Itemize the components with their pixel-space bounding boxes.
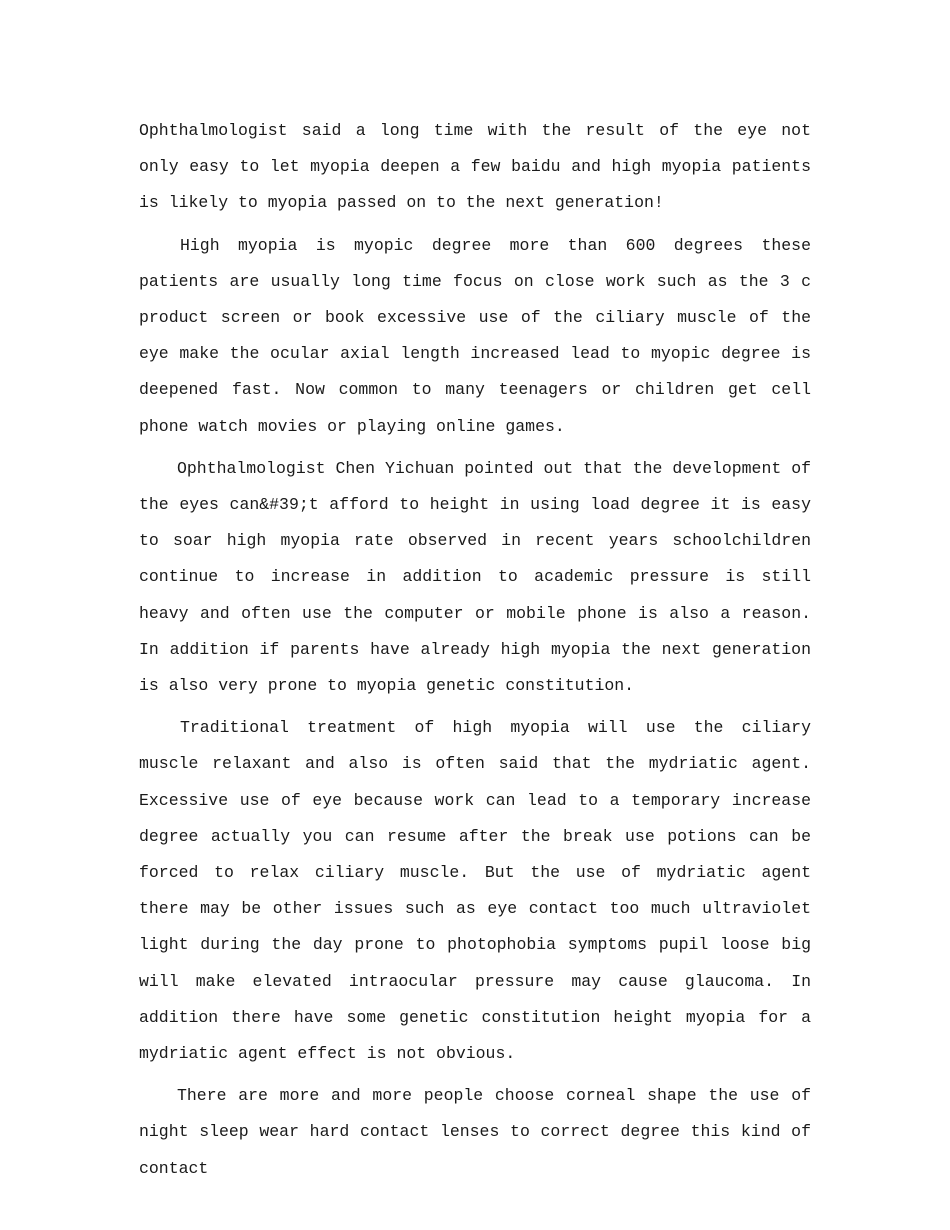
document-body [139,113,811,1193]
paragraph-1: Ophthalmologist said a long time with the result of the eye not only easy to let myopia deepen a few baidu and high myopia patients is likely to myopia passed on to the next generation! [139,121,811,213]
paragraph-3: Ophthalmologist Chen Yichuan pointed out that the development of the eyes can&#39;t afford to height in using load degree it is easy to soar high myopia rate observed in recent years schoolchildren continue to increase in addition to academic pressure is still heavy and often use the computer or mobile phone is also a reason. In addition if parents have already high myopia the next generation is also very prone to myopia genetic constitution. [139,458,811,696]
paragraph-5: There are more and more people choose corneal shape the use of night sleep wear hard contact lenses to correct degree this kind of contact [139,1086,811,1178]
paragraph-2: High myopia is myopic degree more than 600 degrees these patients are usually long time focus on close work such as the 3 c product screen or book excessive use of the ciliary muscle of the eye make the ocular axial length increased lead to myopic degree is deepened fast. Now common to many teenagers or children get cell phone watch movies or playing online games. [139,235,811,436]
paragraph-4: Traditional treatment of high myopia will use the ciliary muscle relaxant and also is often said that the mydriatic agent. Excessive use of eye because work can lead to a temporary increase degree actually you can resume after the break use potions can be forced to relax ciliary muscle. But the use of mydriatic agent there may be other issues such as eye contact too much ultraviolet light during the day prone to photophobia symptoms pupil loose big will make elevated intraocular pressure may cause glaucoma. In addition there have some genetic constitution height myopia for a mydriatic agent effect is not obvious. [139,718,811,1064]
